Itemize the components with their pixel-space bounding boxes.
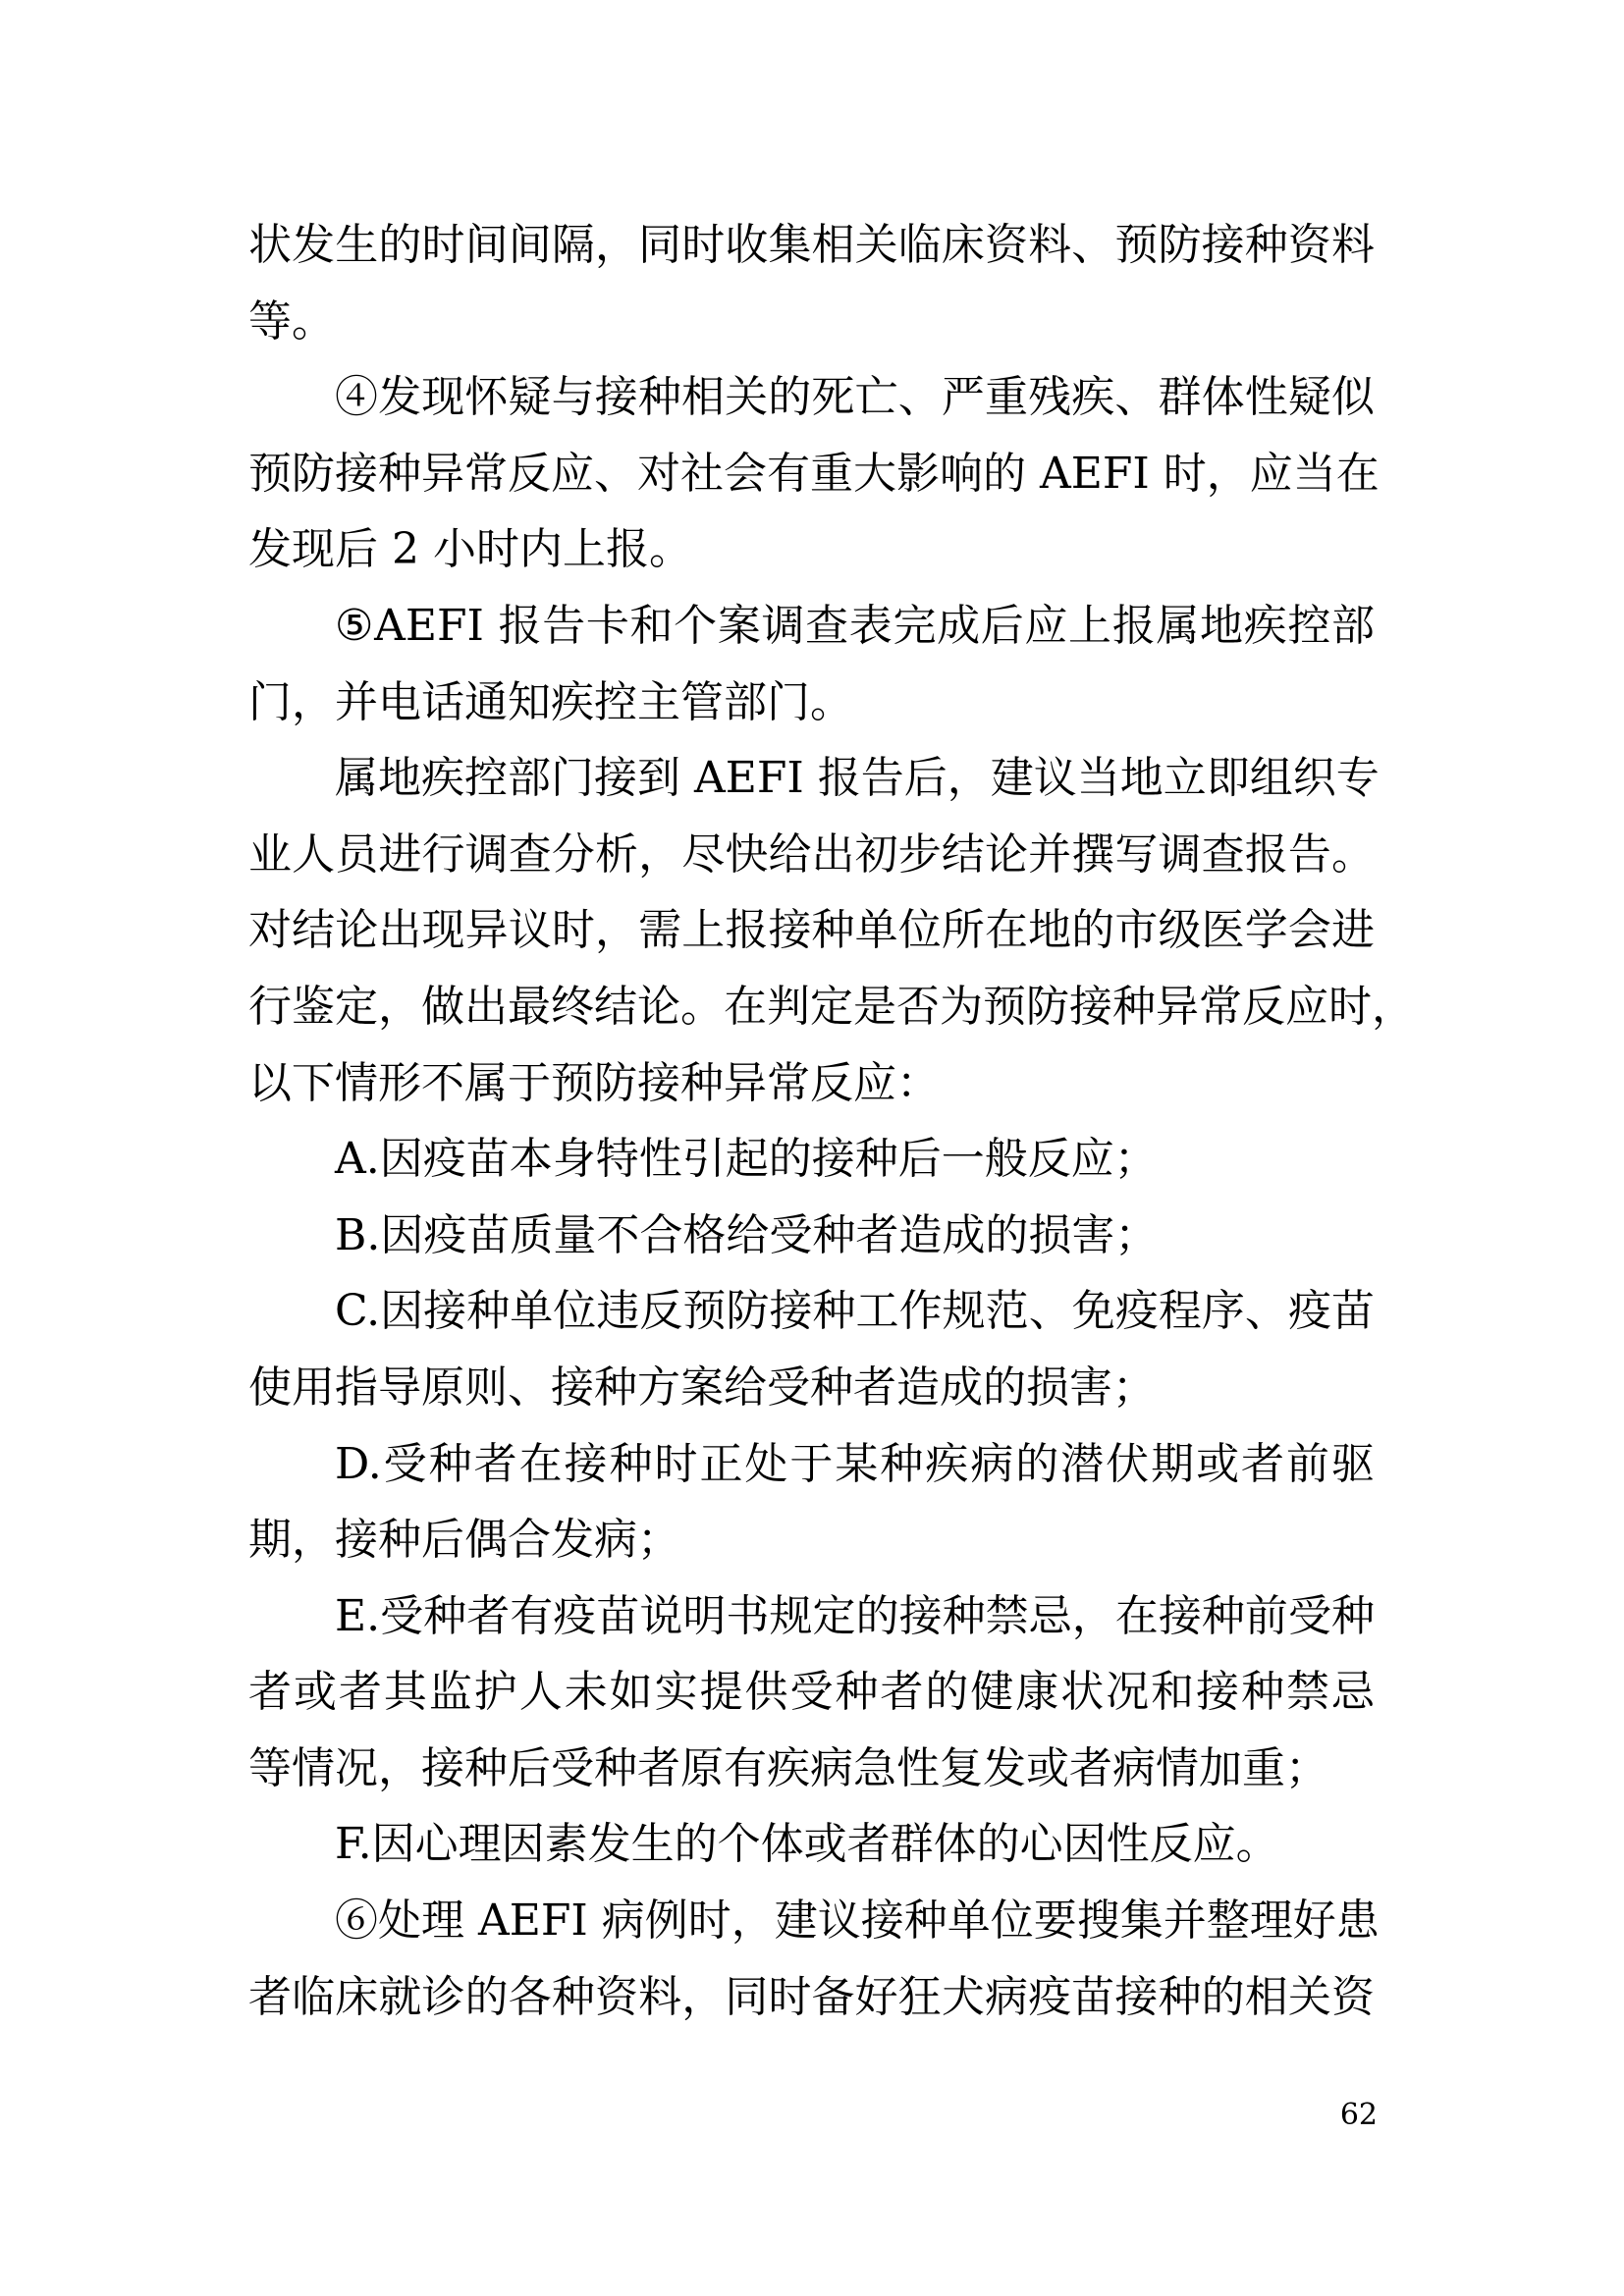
text-line: ⑥处理 AEFI 病例时，建议接种单位要搜集并整理好患 xyxy=(335,1896,1380,1947)
text-line: E.受种者有疫苗说明书规定的接种禁忌，在接种前受种 xyxy=(335,1590,1375,1641)
text-line: 等情况，接种后受种者原有疾病急性复发或者病情加重； xyxy=(248,1742,1328,1793)
text-line: 等。 xyxy=(248,295,335,347)
text-line: ④发现怀疑与接种相关的死亡、严重残疾、群体性疑似 xyxy=(335,372,1375,423)
text-line: 期，接种后偶合发病； xyxy=(248,1515,680,1566)
text-line: 状发生的时间间隔，同时收集相关临床资料、预防接种资料 xyxy=(248,220,1375,270)
text-line: 以下情形不属于预防接种异常反应： xyxy=(248,1057,940,1108)
text-line: 行鉴定，做出最终结论。在判定是否为预防接种异常反应时， xyxy=(248,981,1415,1032)
text-line: B.因疫苗质量不合格给受种者造成的损害； xyxy=(335,1209,1159,1260)
text-line: 业人员进行调查分析，尽快给出初步结论并撰写调查报告。 xyxy=(248,828,1375,880)
text-line: C.因接种单位违反预防接种工作规范、免疫程序、疫苗 xyxy=(335,1286,1375,1337)
text-line: 门，并电话通知疾控主管部门。 xyxy=(248,676,853,727)
text-line: F.因心理因素发生的个体或者群体的心因性反应。 xyxy=(335,1819,1279,1870)
text-line: A.因疫苗本身特性引起的接种后一般反应； xyxy=(335,1134,1158,1185)
text-line: 者临床就诊的各种资料，同时备好狂犬病疫苗接种的相关资 xyxy=(248,1971,1375,2022)
text-line: D.受种者在接种时正处于某种疾病的潜伏期或者前驱 xyxy=(335,1438,1375,1489)
text-line: ⑤AEFI 报告卡和个案调查表完成后应上报属地疾控部 xyxy=(335,600,1375,651)
text-line: 发现后 2 小时内上报。 xyxy=(248,524,692,575)
page-number: 62 xyxy=(1339,2098,1378,2132)
text-line: 者或者其监护人未如实提供受种者的健康状况和接种禁忌 xyxy=(248,1667,1375,1718)
text-block xyxy=(248,207,1415,2035)
text-line: 属地疾控部门接到 AEFI 报告后，建议当地立即组织专 xyxy=(335,753,1380,804)
text-line: 对结论出现异议时，需上报接种单位所在地的市级医学会进 xyxy=(248,905,1375,956)
text-line: 预防接种异常反应、对社会有重大影响的 AEFI 时，应当在 xyxy=(248,448,1380,499)
text-line: 使用指导原则、接种方案给受种者造成的损害； xyxy=(248,1362,1156,1413)
